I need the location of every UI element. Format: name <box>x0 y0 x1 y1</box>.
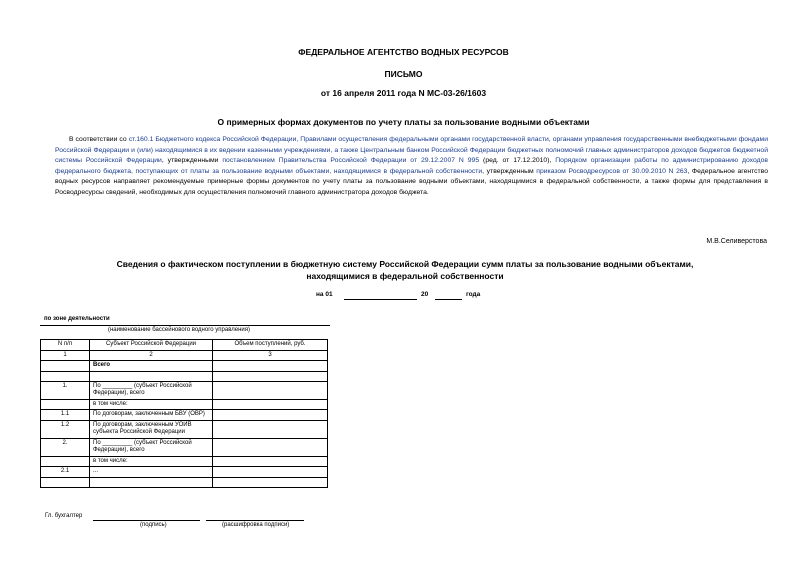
table-cell: 2. <box>41 438 90 456</box>
link-budget-code[interactable]: ст.160.1 Бюджетного кодекса Российской Федерации, Правилами осуществления федеральными органами государственной власти, органами управления государственными внебюджетными фондами Российской Федерации и (или) находящимися в их ведении казенными учреждениями, а также Центральным банком Российской Федерации бюджетных полномочий главных администраторов доходов бюджетов бюджетной системы Российской Федерации <box>55 136 768 165</box>
header-cell-number: N п/п <box>41 340 90 351</box>
table-row <box>41 420 328 438</box>
table-cell: Всего <box>90 361 213 372</box>
amount-cell[interactable] <box>213 477 328 487</box>
table-cell: 1. <box>41 381 90 399</box>
zone-caption: (наименование бассейнового водного управления) <box>108 327 250 333</box>
table-header-row <box>41 340 328 351</box>
body-text-5: , Федеральное агентство водных ресурсов направляет рекомендуемые примерные формы документов по учету платы за пользование водными объектами, находящимися в федеральной собственности, а также формы для представления в Росводресурсы сведений, необходимых для осуществления полномочий главного администратора доходов бюджета. <box>55 167 768 196</box>
zone-label: по зоне деятельности <box>44 316 110 322</box>
table-row <box>41 399 328 410</box>
agency-title: ФЕДЕРАЛЬНОЕ АГЕНТСТВО ВОДНЫХ РЕСУРСОВ <box>298 47 509 57</box>
signature-decode-caption: (расшифровка подписи) <box>222 522 290 528</box>
table-cell <box>41 399 90 410</box>
table-colnum-row <box>41 350 328 361</box>
body-text-1: В соответствии со <box>69 136 129 143</box>
amount-cell[interactable] <box>213 399 328 410</box>
link-government-decree[interactable]: постановлением Правительства Российской Федерации от 29.12.2007 N 995 <box>222 157 480 165</box>
table-row <box>41 477 328 487</box>
header-cell-amount: Объем поступлений, руб. <box>213 340 328 351</box>
body-paragraph <box>55 135 768 199</box>
body-text-4: , утвержденным <box>482 167 537 175</box>
table-cell: 2.1 <box>41 467 90 478</box>
table-row <box>41 381 328 399</box>
link-procedure[interactable]: Порядком организации работы по администрированию доходов федерального бюджета, поступающих от платы за пользование водными объектами, находящимися в федеральной собственности <box>55 157 768 175</box>
table-row <box>41 371 328 381</box>
date-field-line <box>344 299 417 300</box>
year-field-line <box>435 299 462 300</box>
signature-decode-line[interactable] <box>206 520 304 521</box>
table-cell: По _________ (субъект Российской Федерации), всего <box>90 438 213 456</box>
year-prefix: 20 <box>421 291 429 298</box>
body-text-2: , утвержденными <box>161 157 223 165</box>
table-cell: 1.2 <box>41 420 90 438</box>
colnum-3: 3 <box>213 350 328 361</box>
table-cell <box>41 456 90 467</box>
receipts-table <box>40 339 328 488</box>
link-order[interactable]: приказом Росводресурсов от 30.09.2010 N 263 <box>536 167 688 175</box>
header-cell-subject: Субъект Российской Федерации <box>90 340 213 351</box>
amount-cell[interactable] <box>213 361 328 372</box>
table-row <box>41 467 328 478</box>
table-cell: ... <box>90 467 213 478</box>
colnum-1: 1 <box>41 350 90 361</box>
body-text-3: (ред. от 17.12.2010), <box>479 157 556 165</box>
accountant-label: Гл. бухгалтер <box>45 513 83 519</box>
table-cell <box>41 371 90 381</box>
table-cell: По _________ (субъект Российской Федерации), всего <box>90 381 213 399</box>
table-cell <box>90 477 213 487</box>
zone-field-line <box>40 325 330 326</box>
table-cell: По договорам, заключенным БВУ (ОВР) <box>90 410 213 421</box>
table-cell <box>41 361 90 372</box>
amount-cell[interactable] <box>213 438 328 456</box>
signature-line[interactable] <box>93 520 200 521</box>
signature-caption: (подпись) <box>140 522 167 528</box>
table-cell: в том числе: <box>90 456 213 467</box>
form-title: Сведения о фактическом поступлении в бюджетную систему Российской Федерации сумм платы за пользование водными объектами, находящимися в федеральной собственности <box>116 259 694 281</box>
doc-type: ПИСЬМО <box>384 69 423 79</box>
amount-cell[interactable] <box>213 410 328 421</box>
table-cell <box>90 371 213 381</box>
amount-cell[interactable] <box>213 420 328 438</box>
signer-name: М.В.Селиверстова <box>706 238 767 245</box>
table-cell: в том числе: <box>90 399 213 410</box>
doc-subject: О примерных формах документов по учету платы за пользование водными объектами <box>217 117 590 127</box>
amount-cell[interactable] <box>213 467 328 478</box>
table-cell: 1.1 <box>41 410 90 421</box>
table-row <box>41 361 328 372</box>
amount-cell[interactable] <box>213 381 328 399</box>
amount-cell[interactable] <box>213 456 328 467</box>
table-cell <box>41 477 90 487</box>
colnum-2: 2 <box>90 350 213 361</box>
amount-cell[interactable] <box>213 371 328 381</box>
table-row <box>41 456 328 467</box>
doc-date-number: от 16 апреля 2011 года N МС-03-26/1603 <box>320 88 487 98</box>
table-row <box>41 410 328 421</box>
table-row <box>41 438 328 456</box>
table-cell: По договорам, заключенным УОИВ субъекта Российской Федерации <box>90 420 213 438</box>
year-suffix: года <box>466 291 481 298</box>
date-prefix: на 01 <box>316 291 333 298</box>
